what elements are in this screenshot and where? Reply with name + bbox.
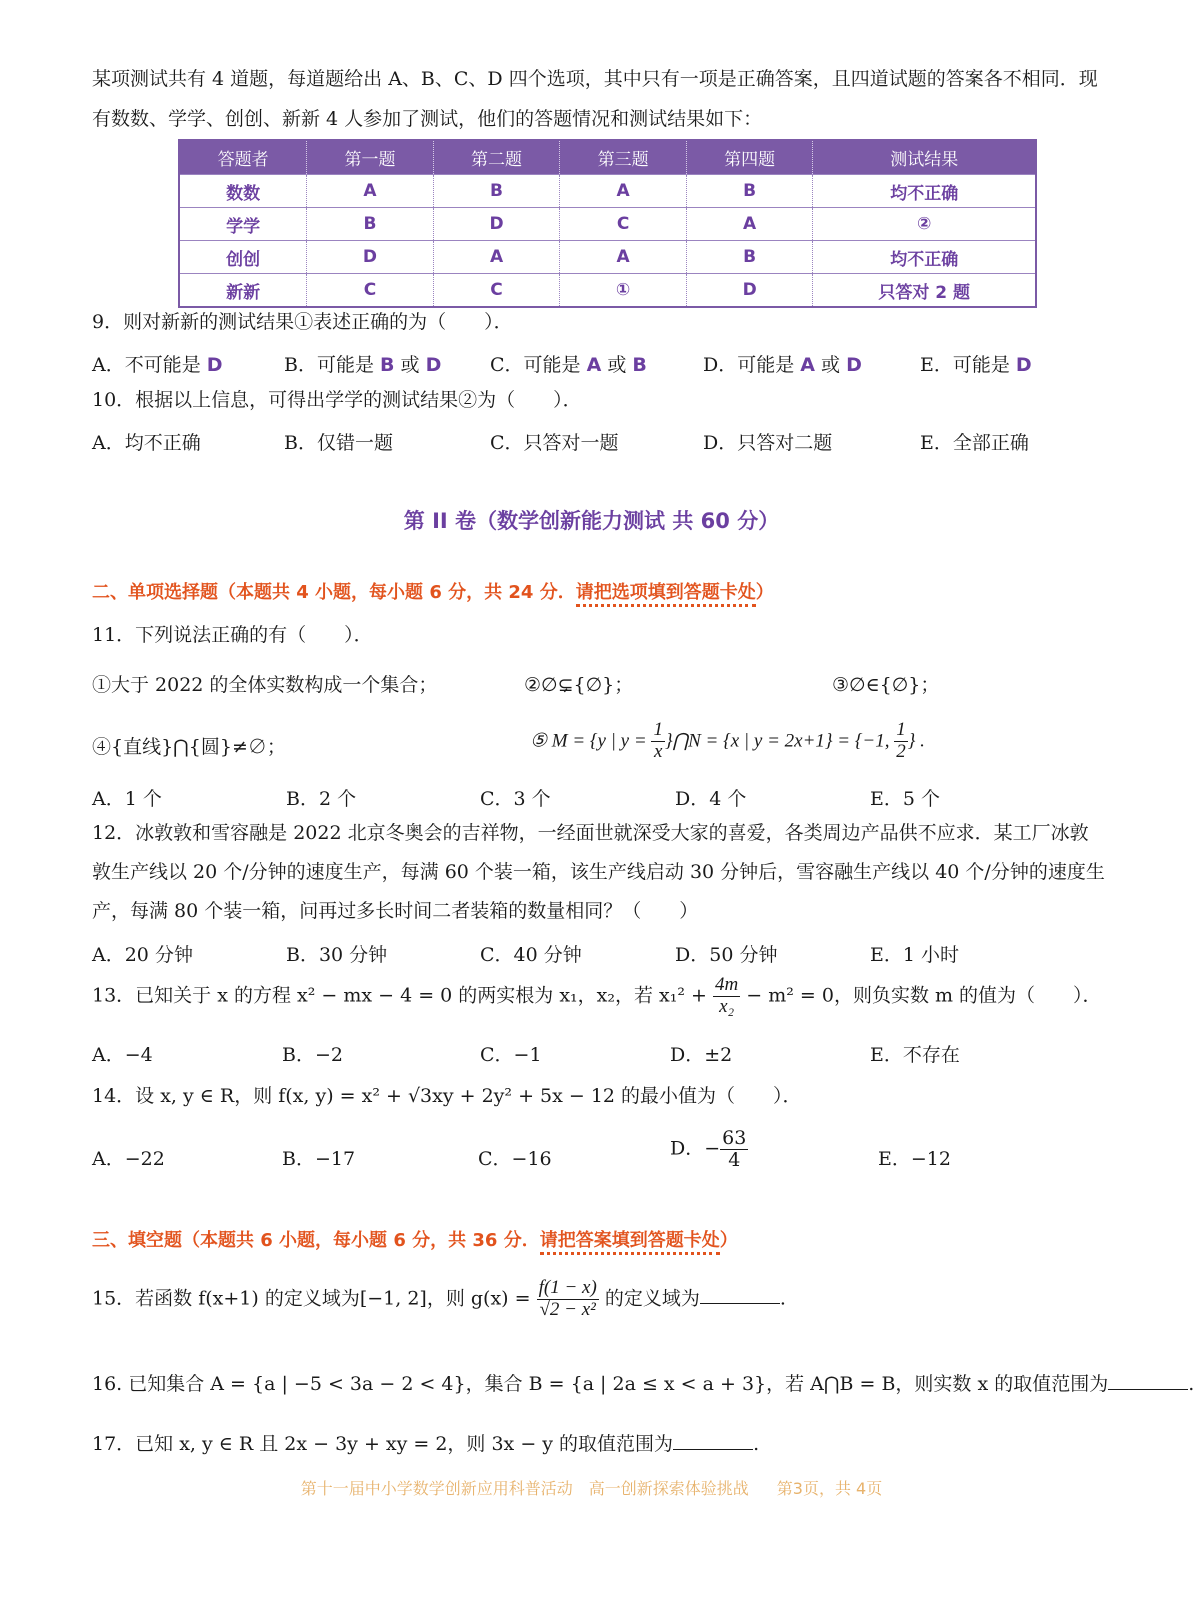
option-text: 或: [394, 354, 426, 376]
option-text: 或: [815, 354, 847, 376]
question-text: .: [779, 1287, 786, 1310]
fraction-numerator: 4m: [714, 974, 739, 995]
section-2-heading: [92, 582, 1143, 604]
question-11-statements-row1: [92, 670, 1143, 696]
intro-line-2: 有数数、学学、创创、新新 4 人参加了测试，他们的答题情况和测试结果如下：: [92, 108, 763, 130]
q11-option-b[interactable]: B．2 个: [286, 788, 357, 810]
table-cell: B: [307, 208, 434, 241]
page-footer: [0, 1476, 1183, 1499]
q13-option-d[interactable]: D．±2: [670, 1044, 733, 1066]
table-header-row: [179, 140, 1036, 175]
option-highlight: B: [380, 354, 395, 376]
table-row: [179, 241, 1036, 274]
table-header: 第四题: [686, 140, 813, 175]
fraction-denominator: 4: [728, 1148, 741, 1171]
question-11-stem: 11．下列说法正确的有（ ）．: [92, 624, 373, 646]
q11-option-e[interactable]: E．5 个: [870, 788, 940, 810]
table-cell: D: [433, 208, 560, 241]
section-head-text: 三、填空题（本题共 6 小题，每小题 6 分，共 36 分．: [92, 1230, 540, 1251]
table-header: 第二题: [433, 140, 560, 175]
q12-option-d[interactable]: D．50 分钟: [675, 944, 778, 966]
question-9-stem: 9．则对新新的测试结果①表述正确的为（ ）．: [92, 311, 513, 333]
question-text: 的定义域为: [598, 1287, 700, 1310]
q12-option-c[interactable]: C．40 分钟: [480, 944, 582, 966]
q14-option-a[interactable]: A．−22: [92, 1148, 165, 1170]
part-2-title: 第 II 卷（数学创新能力测试 共 60 分）: [403, 509, 780, 533]
option-text: E．可能是: [920, 354, 1016, 376]
q11-option-c[interactable]: C．3 个: [480, 788, 551, 810]
section-emphasis: 请把答案填到答题卡处: [540, 1230, 720, 1255]
table-cell: C: [560, 208, 687, 241]
fraction-numerator: 63: [722, 1127, 747, 1149]
question-text: .: [1188, 1373, 1194, 1395]
table-cell: 数数: [179, 175, 307, 208]
section-tail: ）: [719, 1230, 738, 1251]
table-cell: B: [433, 175, 560, 208]
fraction-denominator: x₂: [719, 995, 735, 1017]
option-highlight: A: [586, 354, 602, 376]
question-12-line-1: 12．冰敦敦和雪容融是 2022 北京冬奥会的吉祥物，一经面世就深受大家的喜爱，各类周边产品供不应求．某工厂冰敦: [92, 822, 1089, 844]
table-cell: ①: [560, 274, 687, 308]
q14-option-d[interactable]: [670, 1128, 748, 1171]
q9-option-b[interactable]: [284, 350, 441, 377]
q10-option-e[interactable]: E．全部正确: [920, 432, 1029, 454]
answer-table: [178, 139, 1037, 308]
math-text: }⋂N = {x | y = 2x+1} = {−1,: [664, 730, 895, 752]
table-cell: 创创: [179, 241, 307, 274]
q11-statement-3: ③∅∈{∅}；: [832, 674, 940, 696]
question-text: 15．若函数 f(x+1) 的定义域为[−1, 2]，则 g(x) =: [92, 1287, 537, 1310]
table-cell: 均不正确: [813, 241, 1036, 274]
question-text: .: [753, 1433, 760, 1455]
question-12-line-3: 产，每满 80 个装一箱，问再过多长时间二者装箱的数量相同？（ ）: [92, 900, 699, 922]
section-head-text: 二、单项选择题（本题共 4 小题，每小题 6 分，共 24 分．: [92, 582, 576, 603]
q14-option-c[interactable]: C．−16: [478, 1148, 552, 1170]
table-cell: 只答对 2 题: [813, 274, 1036, 308]
table-cell: 新新: [179, 274, 307, 308]
table-header: 第三题: [560, 140, 687, 175]
question-14-stem: 14．设 x, y ∈ R，则 f(x, y) = x² + √3xy + 2y² + 5x − 12 的最小值为（ ）．: [92, 1085, 802, 1107]
option-highlight: D: [206, 354, 223, 376]
fraction: [720, 1128, 748, 1171]
q14-option-b[interactable]: B．−17: [282, 1148, 356, 1170]
fraction: [713, 975, 740, 1018]
q9-option-e[interactable]: [920, 350, 1032, 377]
table-cell: B: [686, 175, 813, 208]
q11-statement-5: [530, 720, 925, 763]
q11-statement-2: ②∅⊊{∅}；: [524, 674, 634, 696]
math-text: ⑤ M = {y | y =: [530, 730, 652, 752]
q10-option-d[interactable]: D．只答对二题: [703, 432, 833, 454]
question-9-options: [92, 350, 1143, 376]
option-highlight: D: [425, 354, 442, 376]
option-text: D．−: [670, 1137, 721, 1160]
math-text: } .: [907, 730, 925, 752]
fraction-numerator: 1: [896, 719, 906, 740]
q11-statement-1: ①大于 2022 的全体实数构成一个集合；: [92, 674, 438, 696]
table-cell: D: [686, 274, 813, 308]
table-cell: 学学: [179, 208, 307, 241]
table-cell: C: [433, 274, 560, 308]
q9-option-d[interactable]: [703, 350, 862, 377]
question-11-options: [92, 784, 1143, 810]
table-header: 测试结果: [813, 140, 1036, 175]
table-header: 答题者: [179, 140, 307, 175]
table-row: [179, 274, 1036, 308]
option-text: 或: [601, 354, 633, 376]
table-cell: C: [307, 274, 434, 308]
q13-option-e[interactable]: E．不存在: [870, 1044, 960, 1066]
answer-blank[interactable]: [700, 1285, 780, 1304]
option-highlight: A: [800, 354, 815, 376]
option-text: A．不可能是: [92, 354, 207, 376]
option-highlight: D: [1015, 354, 1032, 376]
q9-option-a[interactable]: [92, 350, 223, 377]
question-10-options: [92, 428, 1143, 454]
q14-option-e[interactable]: E．−12: [878, 1148, 951, 1170]
q12-option-e[interactable]: E．1 小时: [870, 944, 959, 966]
table-cell: D: [307, 241, 434, 274]
fraction-numerator: 1: [653, 719, 663, 740]
table-row: [179, 208, 1036, 241]
question-14-options: [92, 1128, 1143, 1184]
option-highlight: D: [846, 354, 862, 376]
intro-line-1: 某项测试共有 4 道题，每道题给出 A、B、C、D 四个选项，其中只有一项是正确答案，且四道试题的答案各不相同．现: [92, 68, 1098, 90]
q12-option-a[interactable]: A．20 分钟: [92, 944, 193, 966]
q11-option-a[interactable]: A．1 个: [92, 788, 162, 810]
answer-blank[interactable]: [1108, 1371, 1188, 1390]
table-cell: A: [560, 241, 687, 274]
q10-option-c[interactable]: C．只答对一题: [490, 432, 619, 454]
table-row: [179, 175, 1036, 208]
question-12-line-2: 敦生产线以 20 个/分钟的速度生产，每满 60 个装一箱，该生产线启动 30 分钟后，雪容融生产线以 40 个/分钟的速度生: [92, 861, 1105, 883]
fraction: [537, 1278, 599, 1321]
q12-option-b[interactable]: B．30 分钟: [286, 944, 388, 966]
q10-option-b[interactable]: B．仅错一题: [284, 432, 393, 454]
question-12-options: [92, 940, 1143, 966]
section-tail: ）: [755, 582, 774, 603]
page-number: 第3页，共 4页: [776, 1479, 883, 1498]
question-text: 16. 已知集合 A = {a | −5 < 3a − 2 < 4}，集合 B = {a | 2a ≤ x < a + 3}，若 A⋂B = B，则实数 x 的取值范围为: [92, 1373, 1109, 1395]
answer-blank[interactable]: [673, 1431, 753, 1450]
table-cell: A: [433, 241, 560, 274]
table-cell: A: [560, 175, 687, 208]
fraction-denominator: x: [653, 740, 663, 762]
question-text: 13．已知关于 x 的方程 x² − mx − 4 = 0 的两实根为 x₁，x₂，若 x₁² +: [92, 984, 713, 1007]
question-13-stem: [92, 975, 1143, 1018]
section-3-heading: [92, 1230, 1143, 1252]
table-cell: 均不正确: [813, 175, 1036, 208]
table-cell: ②: [813, 208, 1036, 241]
fraction-numerator: f(1 − x): [538, 1277, 597, 1298]
fraction: [894, 720, 908, 763]
fraction-denominator: 2: [896, 740, 906, 762]
table-header: 第一题: [307, 140, 434, 175]
q9-option-c[interactable]: [490, 350, 647, 377]
question-17-stem: [92, 1431, 1143, 1456]
option-text: B．可能是: [284, 354, 381, 376]
question-text: − m² = 0，则负实数 m 的值为（ ）．: [740, 984, 1102, 1007]
question-13-options: [92, 1040, 1143, 1066]
q11-option-d[interactable]: D．4 个: [675, 788, 747, 810]
section-emphasis: 请把选项填到答题卡处: [576, 582, 756, 607]
question-11-statements-row2: [92, 720, 1143, 772]
table-cell: A: [686, 208, 813, 241]
question-15-stem: [92, 1278, 1143, 1321]
fraction-denominator: √2 − x²: [539, 1298, 596, 1320]
fraction: [651, 720, 665, 763]
question-10-stem: 10．根据以上信息，可得出学学的测试结果②为（ ）．: [92, 389, 582, 411]
q13-option-a[interactable]: A．−4: [92, 1044, 153, 1066]
q11-statement-4: ④{直线}⋂{圆}≠∅；: [92, 736, 286, 758]
option-highlight: B: [632, 354, 647, 376]
table-cell: B: [686, 241, 813, 274]
option-text: C．可能是: [490, 354, 587, 376]
footer-title: 第十一届中小学数学创新应用科普活动 高一创新探索体验挑战: [300, 1479, 749, 1498]
q10-option-a[interactable]: A．均不正确: [92, 432, 201, 454]
question-text: 17．已知 x, y ∈ R 且 2x − 3y + xy = 2，则 3x − y 的取值范围为: [92, 1433, 674, 1455]
question-16-stem: [92, 1371, 1194, 1396]
q13-option-b[interactable]: B．−2: [282, 1044, 343, 1066]
table-cell: A: [307, 175, 434, 208]
option-text: D．可能是: [703, 354, 801, 376]
q13-option-c[interactable]: C．−1: [480, 1044, 542, 1066]
